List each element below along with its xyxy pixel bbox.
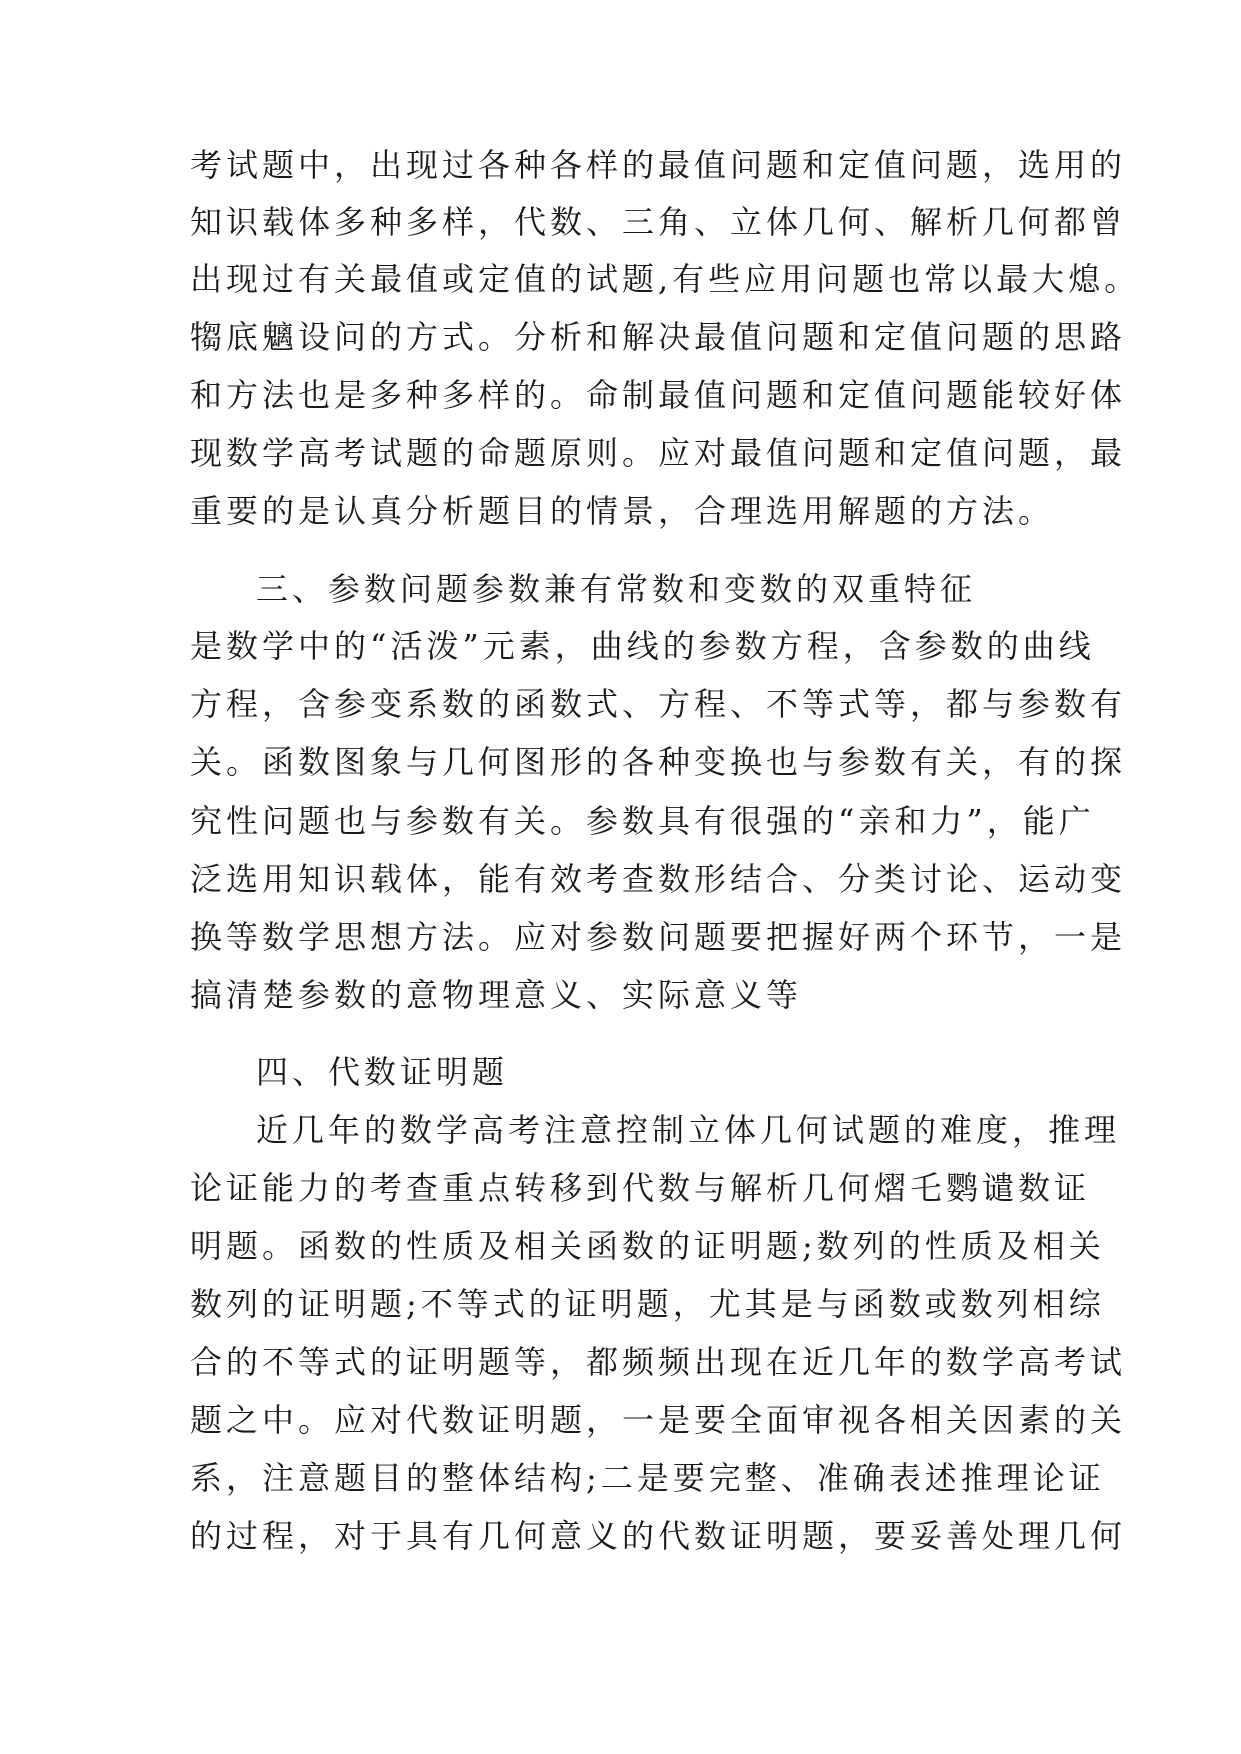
text-line: 合的不等式的证明题等，都频频出现在近几年的数学高考试 [190,1343,1127,1381]
text-line: 现数学高考试题的命题原则。应对最值问题和定值问题，最 [190,434,1127,472]
text-line: 究性问题也与参数有关。参数具有很强的“亲和力”，能广 [190,802,1095,840]
text-line: 关。函数图象与几何图形的各种变换也与参数有关，有的探 [190,743,1127,781]
text-line: 泛选用知识载体，能有效考查数形结合、分类讨论、运动变 [190,860,1127,898]
text-line: 方程，含参变系数的函数式、方程、不等式等，都与参数有 [190,685,1127,723]
text-line: 是数学中的“活泼”元素，曲线的参数方程，含参数的曲线 [190,627,1095,665]
text-line: 犓底魑设问的方式。分析和解决最值问题和定值问题的思路 [190,318,1127,356]
text-line: 明题。函数的性质及相关函数的证明题;数列的性质及相关 [190,1227,1105,1265]
text-line: 换等数学思想方法。应对参数问题要把握好两个环节，一是 [190,918,1127,956]
section-heading: 三、参数问题参数兼有常数和变数的双重特征 [256,570,977,608]
text-line: 考试题中，出现过各种各样的最值问题和定值问题，选用的 [190,146,1127,184]
text-line: 的过程，对于具有几何意义的代数证明题，要妥善处理几何 [190,1517,1127,1555]
text-line: 数列的证明题;不等式的证明题，尤其是与函数或数列相综 [190,1285,1105,1323]
text-line: 知识载体多种多样，代数、三角、立体几何、解析几何都曾 [190,203,1127,241]
text-line: 出现过有关最值或定值的试题,有些应用问题也常以最大熄。 [190,260,1141,298]
text-line: 近几年的数学高考注意控制立体几何试题的难度，推理 [256,1111,1121,1149]
text-line: 系，注意题目的整体结构;二是要完整、准确表述推理论证 [190,1459,1105,1497]
section-heading: 四、代数证明题 [256,1053,509,1091]
text-line: 重要的是认真分析题目的情景，合理选用解题的方法。 [190,492,1055,530]
text-line: 和方法也是多种多样的。命制最值问题和定值问题能较好体 [190,376,1127,414]
text-line: 搞清楚参数的意物理意义、实际意义等 [190,976,803,1014]
text-line: 题之中。应对代数证明题，一是要全面审视各相关因素的关 [190,1401,1127,1439]
text-line: 论证能力的考查重点转移到代数与解析几何熠乇鹦谴数证 [190,1169,1091,1207]
